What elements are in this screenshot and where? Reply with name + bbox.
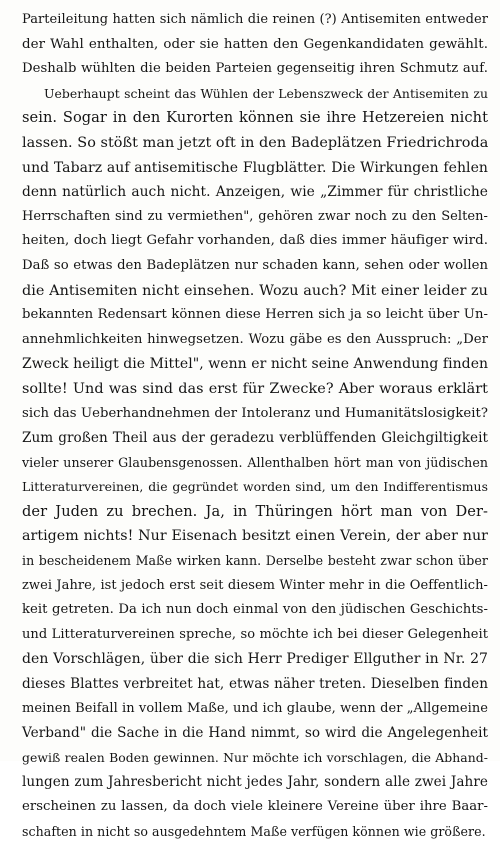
text-line: Deshalb wühlten die beiden Parteien gegenseitig ihren Schmutz auf. (22, 61, 488, 77)
text-line: Litteraturvereinen, die gegründet worden sind, um den Indifferentismus (22, 479, 488, 495)
text-line: Daß so etwas den Badeplätzen nur schaden kann, sehen oder wollen (22, 257, 488, 273)
text-line: Zweck heiligt die Mittel", wenn er nicht seine Anwendung finden (22, 356, 489, 373)
text-line: heiten, doch liegt Gefahr vorhanden, daß dies immer häufiger wird. (22, 233, 488, 249)
text-line: zwei Jahre, ist jedoch erst seit diesem Winter mehr in die Oeffentlich- (22, 577, 488, 593)
text-line: der Juden zu brechen. Ja, in Thüringen hört man von Der- (22, 502, 488, 520)
text-line: bekannten Redensart können diese Herren sich ja so leicht über Un- (22, 307, 488, 323)
text-line: keit getreten. Da ich nun doch einmal von den jüdischen Geschichts- (22, 602, 488, 618)
text-line: den Vorschlägen, über die sich Herr Prediger Ellguther in Nr. 27 (22, 651, 488, 668)
text-line: artigem nichts! Nur Eisenach besitzt einen Verein, der aber nur (22, 528, 488, 545)
text-line: in bescheidenem Maße wirken kann. Derselbe besteht zwar schon über (22, 553, 488, 569)
text-line: dieses Blattes verbreitet hat, etwas näher treten. Dieselben finden (22, 676, 488, 693)
text-line: und Tabarz auf antisemitische Flugblätter. Die Wirkungen fehlen (22, 159, 488, 176)
text-line: annehmlichkeiten hinwegsetzen. Wozu gäbe es den Ausspruch: „Der (22, 331, 488, 347)
text-line: denn natürlich auch nicht. Anzeigen, wie „Zimmer für christliche (22, 184, 488, 201)
text-line: der Wahl enthalten, oder sie hatten den Gegenkandidaten gewählt. (22, 36, 488, 52)
text-line: Ueberhaupt scheint das Wühlen der Lebenszweck der Antisemiten zu (44, 85, 488, 101)
text-column (22, 8, 488, 844)
text-line: Parteileitung hatten sich nämlich die reinen (?) Antisemiten entweder (22, 12, 488, 27)
text-line: Zum großen Theil aus der geradezu verblüffenden Gleichgiltigkeit (22, 430, 488, 447)
text-line: erscheinen zu lassen, da doch viele kleinere Vereine über ihre Baar- (22, 799, 488, 814)
text-line: sich das Ueberhandnehmen der Intoleranz und Humanitätslosigkeit? (22, 405, 488, 421)
text-line: gewiß realen Boden gewinnen. Nur möchte ich vorschlagen, die Abhand- (22, 749, 488, 765)
text-line: meinen Beifall in vollem Maße, und ich glaube, wenn der „Allgemeine (22, 700, 488, 716)
text-line: die Antisemiten nicht einsehen. Wozu auch? Mit einer leider zu (22, 282, 488, 299)
text-line: lungen zum Jahresbericht nicht jedes Jahr, sondern alle zwei Jahre (22, 774, 488, 791)
text-line: lassen. So stößt man jetzt oft in den Badeplätzen Friedrichroda (22, 134, 489, 151)
text-line: und Litteraturvereinen spreche, so möchte ich bei dieser Gelegenheit (22, 626, 488, 642)
text-line: sein. Sogar in den Kurorten können sie ihre Hetzereien nicht (22, 109, 488, 127)
text-line: schaften in nicht so ausgedehntem Maße verfügen können wie größere. (22, 823, 486, 839)
text-line: Herrschaften sind zu vermiethen", gehören zwar noch zu den Selten- (22, 208, 488, 224)
text-line: vieler unserer Glaubensgenossen. Allenthalben hört man von jüdischen (22, 454, 488, 470)
text-line: Verband" die Sache in die Hand nimmt, so wird die Angelegenheit (22, 725, 488, 742)
text-line: sollte! Und was sind das erst für Zwecke? Aber woraus erklärt (22, 380, 488, 397)
